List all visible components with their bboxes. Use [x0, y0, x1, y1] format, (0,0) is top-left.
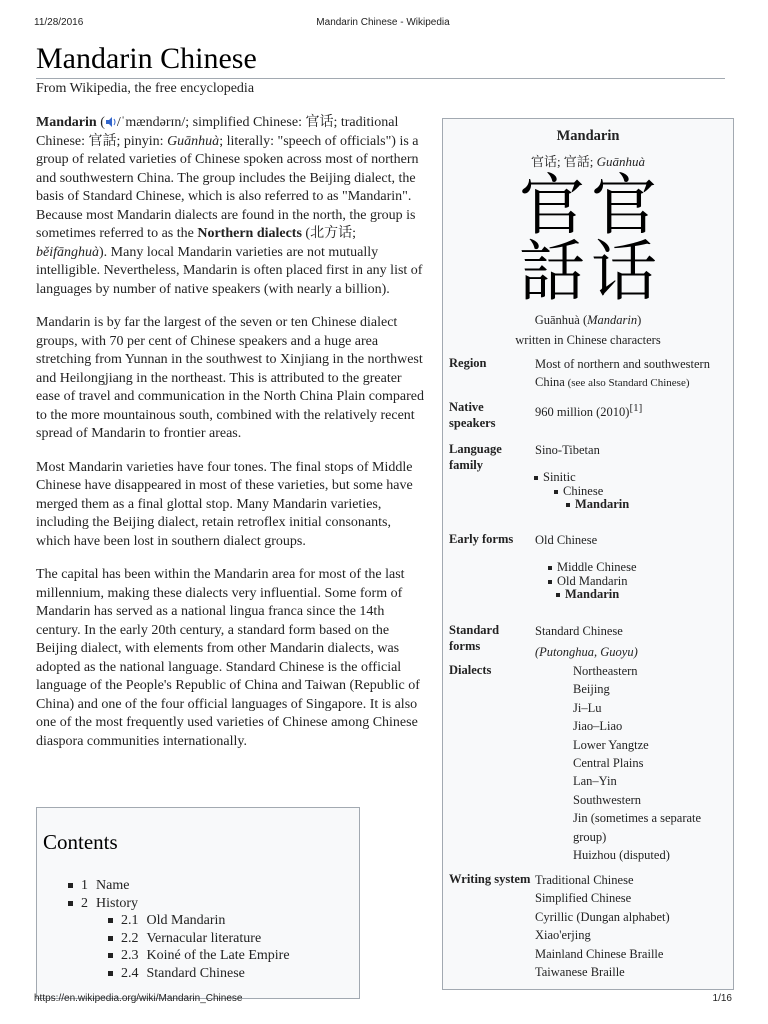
dialect-item[interactable]: Lan–Yin [573, 774, 617, 789]
infobox: Mandarin 官话; 官話; Guānhuà 官官 話话 Guānhuà (Mandarin) written in Chinese characters Region Most of northern and southwestern China (see also Standard Chinese) Native speakers 960 million (2010)[1] Language family Sino-Tibetan Sinitic Chinese Mandarin Early forms Old Chinese Middle Chinese Old Mandarin Mandarin Standard forms Standard Chinese (Putonghua, Guoyu) Dialects Northeastern Beijing Ji–Lu Jiao–Liao Lower Yangtze Central Plains Lan–Yin Southwestern Jin (sometimes a separate group) Huizhou (disputed) Writing system Traditional Chinese Simplified Chinese Cyrillic (Dungan alphabet) Xiao'erjing Mainland Chinese Braille Taiwanese Braille [442, 118, 734, 990]
paragraph: Mandarin is by far the largest of the seven or ten Chinese dialect groups, with 70 per cent of Chinese speakers and a huge area stretching from Yunnan in the southwest to Xinjiang in the northwest and Heilongjiang in the northeast. This is attributed to the greater ease of travel and communication in the North China Plain compared to the more mountainous south, combined with the relatively recent spread of Mandarin to frontier areas. [36, 315, 424, 441]
dialect-item[interactable]: Lower Yangtze [573, 737, 649, 752]
term-bold: Mandarin [36, 115, 97, 130]
citation-link[interactable]: [1] [629, 402, 643, 414]
paragraph: Most Mandarin varieties have four tones. The final stops of Middle Chinese have disappeared in most of these varieties, but some have merged them as a final glottal stop. Many Mandarin varieties, including the Beijing dialect, retain retroflex initial consonants, which have been lost in southern dialect groups. [36, 459, 413, 549]
guanhua-characters-image: 官官 話话 [519, 167, 663, 310]
dialect-item[interactable]: Jiao–Liao [573, 719, 623, 734]
toc-item-history[interactable]: 2 History 2.1 Old Mandarin 2.2 Vernacular literature 2.3 Koiné of the Late Empire 2.4 Standard Chinese [81, 895, 290, 981]
dialect-item[interactable]: Northeastern [573, 664, 638, 678]
dialect-item[interactable]: Beijing [573, 682, 610, 697]
infobox-title: Mandarin [556, 128, 620, 144]
toc-item-standard-chinese[interactable]: 2.4 Standard Chinese [121, 965, 290, 983]
writing-item[interactable]: Simplified Chinese [535, 891, 632, 906]
infobox-subtitle: 官话; 官話; Guānhuà [530, 154, 646, 169]
toc-item-old-mandarin[interactable]: 2.1 Old Mandarin [121, 912, 290, 930]
dialect-item[interactable]: Central Plains [573, 756, 644, 771]
article-body [36, 114, 428, 766]
ipa-link[interactable]: /ˈmændərɪn/ [116, 115, 186, 130]
dialect-item[interactable]: Southwestern [573, 792, 642, 807]
dialect-item[interactable]: Ji–Lu [573, 700, 602, 715]
early-form-item[interactable]: Middle Chinese [557, 561, 731, 575]
writing-item[interactable]: Taiwanese Braille [535, 965, 625, 980]
family-item[interactable]: Chinese [563, 485, 731, 499]
toc-item-name[interactable]: 1 Name [81, 877, 290, 895]
northern-dialects: Northern dialects [197, 226, 302, 241]
family-item[interactable]: Sinitic [543, 471, 731, 485]
toc-item-vernacular-literature[interactable]: 2.2 Vernacular literature [121, 930, 290, 948]
page-title: Mandarin Chinese [36, 42, 257, 75]
writing-item[interactable]: Mainland Chinese Braille [535, 946, 664, 961]
toc-item-koine[interactable]: 2.3 Koiné of the Late Empire [121, 948, 290, 963]
dialect-item[interactable]: Huizhou (disputed) [573, 848, 670, 863]
early-form-item[interactable]: Old Mandarin [557, 575, 731, 589]
writing-item[interactable]: Traditional Chinese [535, 873, 634, 887]
image-caption-line2: written in Chinese characters [515, 333, 661, 347]
region-note-link[interactable]: (see also Standard Chinese) [564, 377, 690, 389]
print-date: 11/28/2016 [34, 17, 84, 28]
speaker-icon[interactable] [105, 117, 117, 127]
early-form-item: Mandarin [565, 588, 731, 602]
family-item: Mandarin [575, 498, 731, 512]
print-page-number: 1/16 [712, 993, 732, 1004]
intro-paragraph: Mandarin ( /ˈmændərɪn/; simplified Chinese: 官话; traditional Chinese: 官話; pinyin: Guānhuà; literally: "speech of officials") is a group of related varieties of Chinese spoken across most of northern and southwestern China. The group includes the Beijing dialect, the basis of Standard Chinese, which is also referred to as "Mandarin". Because most Mandarin dialects are found in the north, the group is sometimes referred to as the Northern dialects (北方话; běifānghuà). Many local Mandarin varieties are not mutually intelligible. Nevertheless, Mandarin is often placed first in any list of languages by number of native speakers (with nearly a billion). [36, 115, 423, 297]
print-url: https://en.wikipedia.org/wiki/Mandarin_Chinese [34, 993, 243, 1004]
dialect-item[interactable]: Jin (sometimes a separate group) [573, 811, 702, 844]
writing-item[interactable]: Xiao'erjing [535, 928, 591, 943]
paragraph: The capital has been within the Mandarin area for most of the last millennium, making these dialects very influential. Some form of Mandarin has served as a national lingua franca since the 14th century. In the early 20th century, a standard form based on the Beijing dialect, with elements from other Mandarin dialects, was adopted as the national language. Standard Chinese is the official language of the People's Republic of China and Taiwan (Republic of China) and one of the four official languages of Singapore. It is also one of the most frequently used varieties of Chinese among Chinese diaspora communities internationally. [36, 567, 420, 749]
toc-title: Contents [43, 830, 118, 854]
table-of-contents [36, 807, 360, 999]
writing-item[interactable]: Cyrillic (Dungan alphabet) [535, 909, 670, 924]
tagline: From Wikipedia, the free encyclopedia [36, 81, 255, 96]
title-divider [36, 78, 725, 79]
print-title: Mandarin Chinese - Wikipedia [316, 17, 450, 28]
image-caption: Guānhuà (Mandarin) [534, 313, 642, 327]
